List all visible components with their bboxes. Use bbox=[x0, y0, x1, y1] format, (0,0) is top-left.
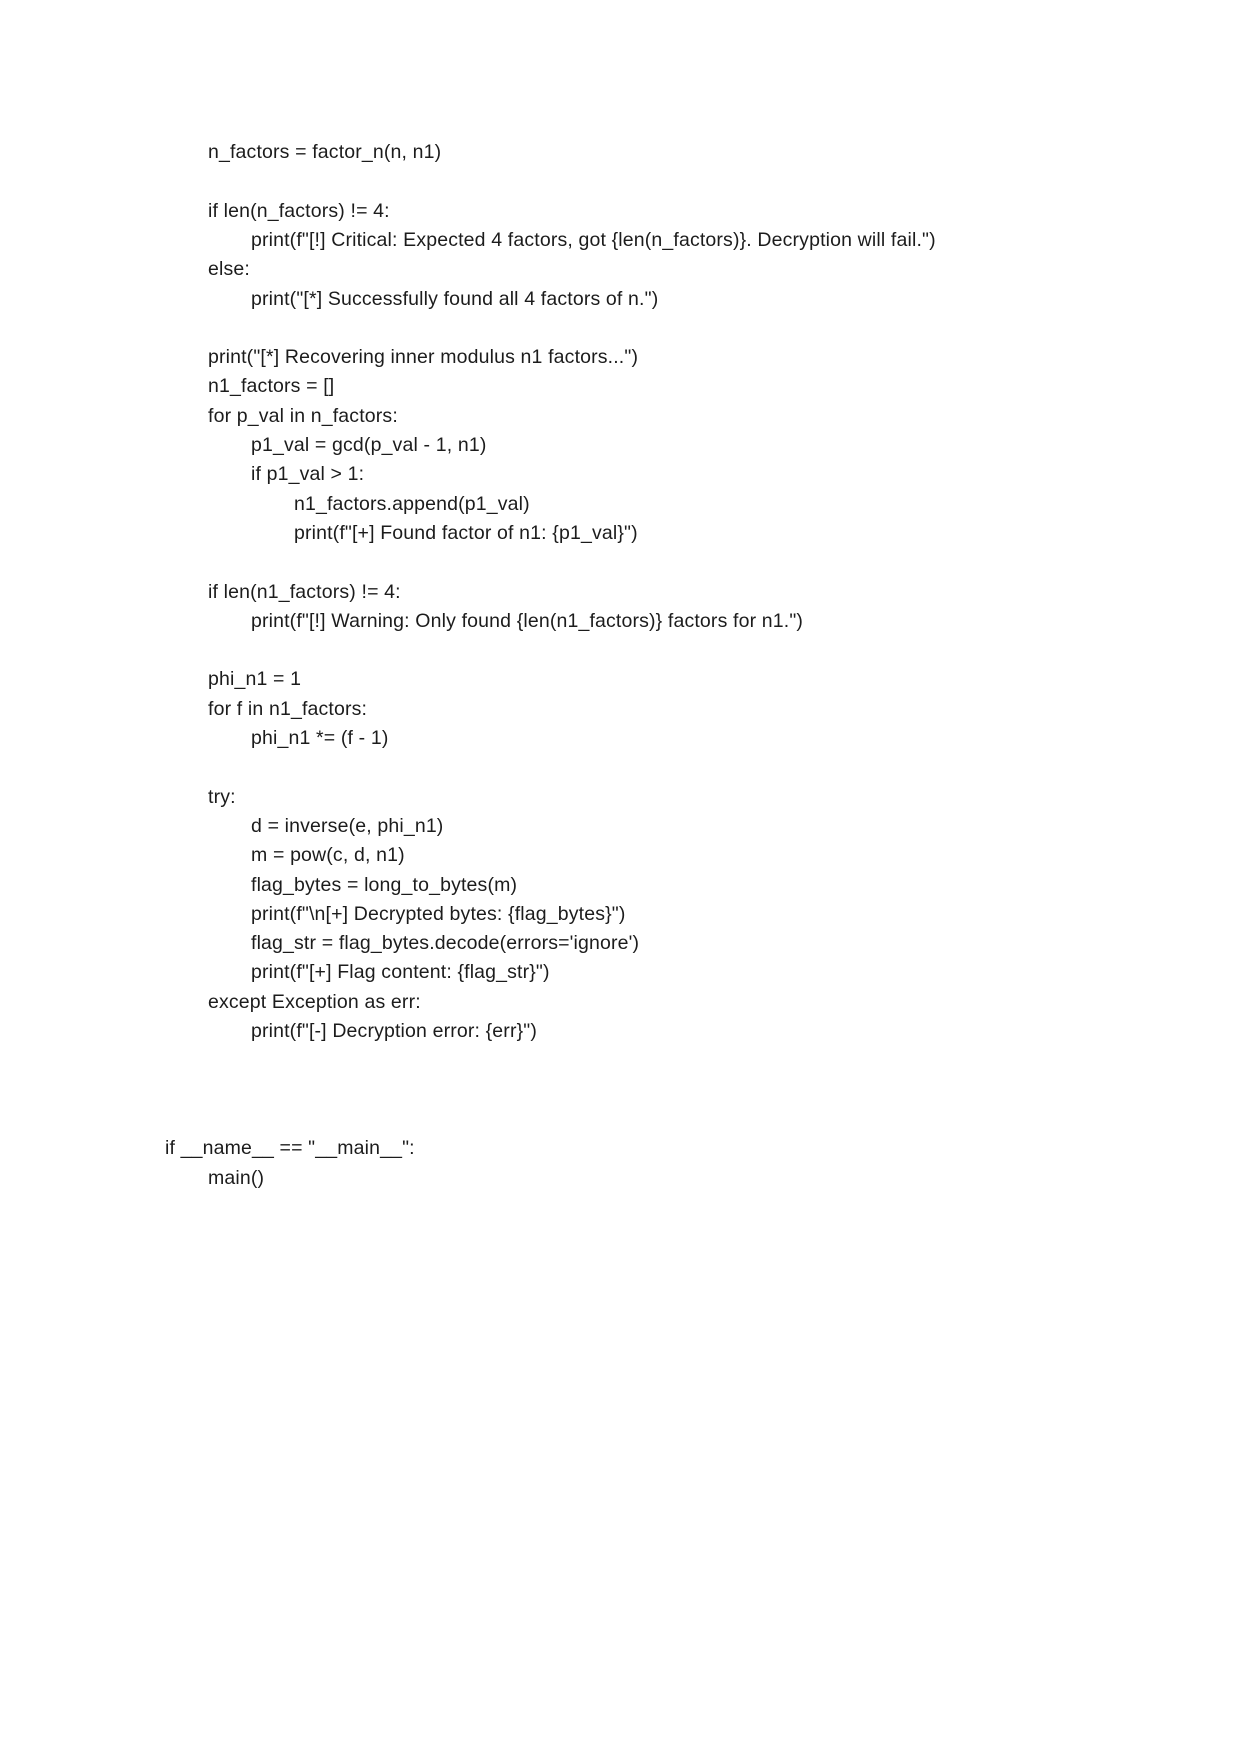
code-line: flag_bytes = long_to_bytes(m) bbox=[251, 873, 518, 896]
code-line: for f in n1_factors: bbox=[208, 697, 368, 720]
code-line: try: bbox=[208, 785, 236, 808]
code-line: if len(n_factors) != 4: bbox=[208, 199, 390, 222]
code-line: if p1_val > 1: bbox=[251, 463, 365, 486]
code-line: print("[*] Recovering inner modulus n1 factors...") bbox=[208, 346, 639, 369]
code-line: print(f"[+] Found factor of n1: {p1_val}") bbox=[294, 521, 638, 544]
code-line: else: bbox=[208, 258, 250, 281]
code-line: print(f"[!] Warning: Only found {len(n1_factors)} factors for n1.") bbox=[251, 609, 804, 632]
code-line: for p_val in n_factors: bbox=[208, 404, 398, 427]
code-line: n1_factors = [] bbox=[208, 375, 335, 398]
code-line: if __name__ == "__main__": bbox=[165, 1137, 415, 1160]
code-line: print(f"\n[+] Decrypted bytes: {flag_bytes}") bbox=[251, 902, 626, 925]
code-line: n1_factors.append(p1_val) bbox=[294, 492, 530, 515]
code-line: main() bbox=[208, 1166, 265, 1189]
code-line: print(f"[+] Flag content: {flag_str}") bbox=[251, 961, 550, 984]
code-line: phi_n1 *= (f - 1) bbox=[251, 727, 389, 749]
code-line: n_factors = factor_n(n, n1) bbox=[208, 141, 442, 163]
code-line: print(f"[!] Critical: Expected 4 factors, got {len(n_factors)}. Decryption will fail.") bbox=[251, 228, 936, 251]
code-line: print(f"[-] Decryption error: {err}") bbox=[251, 1020, 537, 1042]
code-line: p1_val = gcd(p_val - 1, n1) bbox=[251, 434, 487, 456]
code-line: m = pow(c, d, n1) bbox=[251, 844, 405, 867]
code-line: d = inverse(e, phi_n1) bbox=[251, 814, 444, 837]
code-line: flag_str = flag_bytes.decode(errors='ignore') bbox=[251, 932, 640, 955]
code-line: phi_n1 = 1 bbox=[208, 668, 302, 691]
code-line: if len(n1_factors) != 4: bbox=[208, 580, 401, 603]
code-line: except Exception as err: bbox=[208, 990, 421, 1013]
code-line: print("[*] Successfully found all 4 factors of n.") bbox=[251, 287, 659, 310]
